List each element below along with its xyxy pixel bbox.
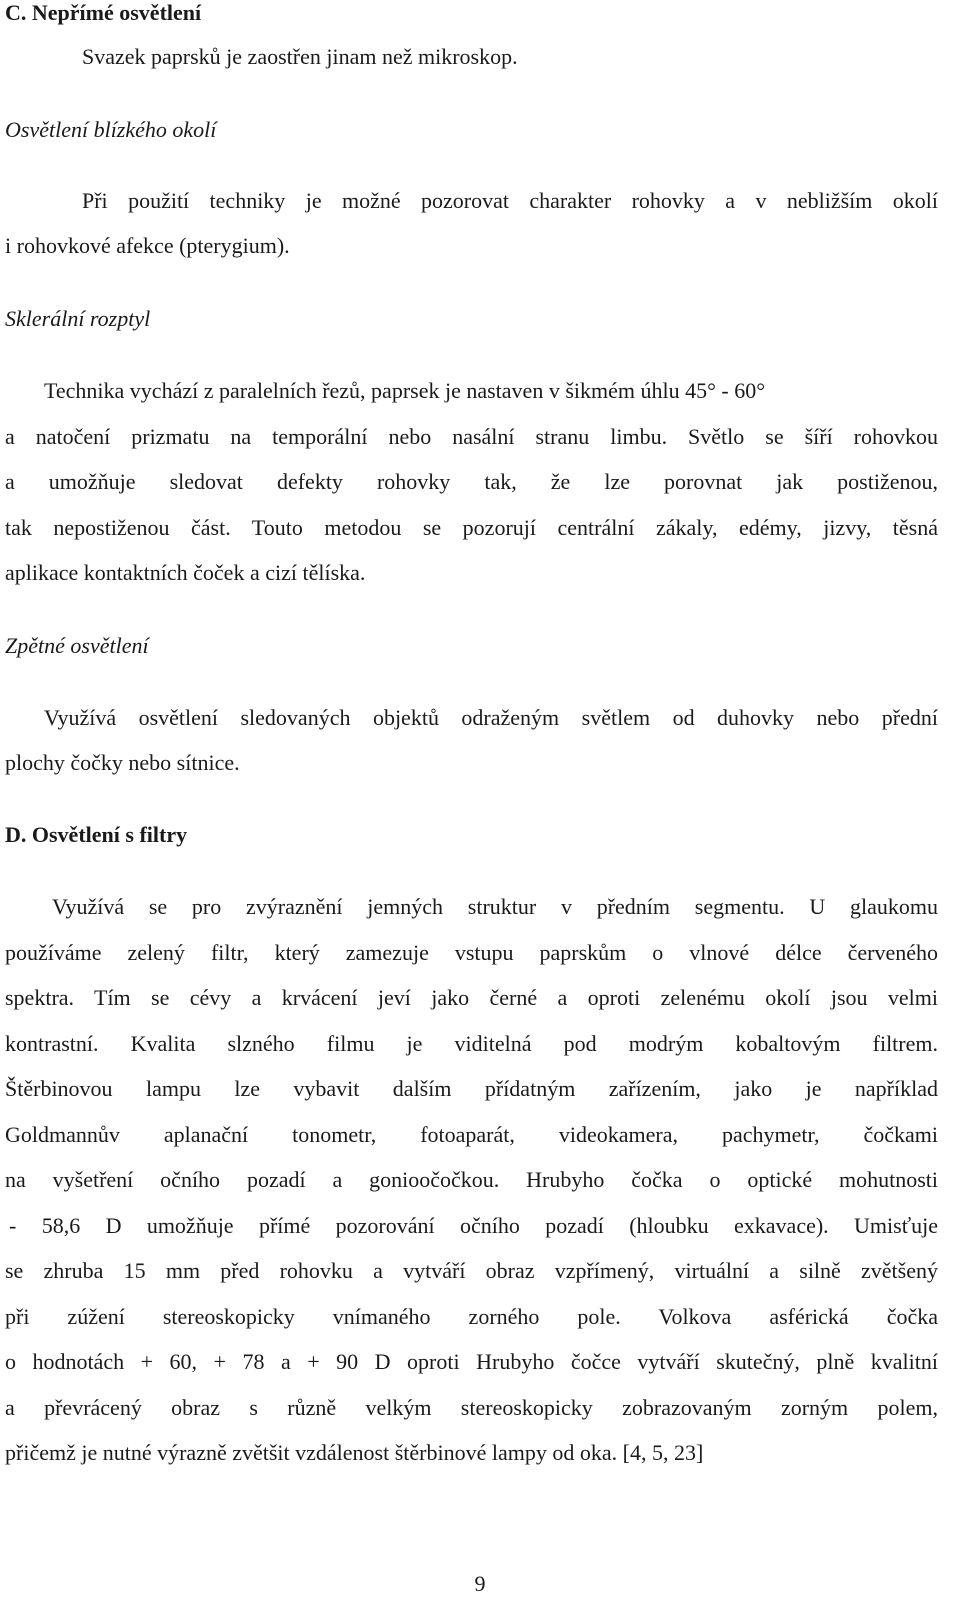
paragraph-line: Využívá se pro zvýraznění jemných struktur v předním segmentu. U glaukomu [52, 894, 938, 919]
section-c-heading: C. Nepřímé osvětlení [5, 0, 202, 25]
paragraph-line: tak nepostiženou část. Touto metodou se pozorují centrální zákaly, edémy, jizvy, těsná [5, 515, 938, 540]
paragraph-line: Při použití techniky je možné pozorovat charakter rohovky a v nebližším okolí [82, 188, 938, 213]
section-d-heading: D. Osvětlení s filtry [5, 822, 188, 847]
subsection-title-scleral: Sklerální rozptyl [5, 306, 151, 331]
subsection-title-surroundings: Osvětlení blízkého okolí [5, 117, 217, 142]
paragraph-line: - 58,6 D umožňuje přímé pozorování očního pozadí (hloubku exkavace). Umisťuje [9, 1213, 938, 1238]
paragraph-line: a převrácený obraz s různě velkým stereoskopicky zobrazovaným zorným polem, [5, 1395, 938, 1420]
paragraph-line: Štěrbinovou lampu lze vybavit dalším přídatným zařízením, jako je například [5, 1076, 938, 1101]
paragraph-line: Technika vychází z paralelních řezů, paprsek je nastaven v šikmém úhlu 45° - 60° [44, 378, 766, 403]
paragraph-line: na vyšetření očního pozadí a gonioočočkou. Hrubyho čočka o optické mohutnosti [5, 1167, 938, 1192]
paragraph-line: spektra. Tím se cévy a krvácení jeví jako černé a oproti zelenému okolí jsou velmi [5, 985, 938, 1010]
paragraph-line: používáme zelený filtr, který zamezuje vstupu paprskům o vlnové délce červeného [5, 940, 938, 965]
paragraph-line: při zúžení stereoskopicky vnímaného zorného pole. Volkova asférická čočka [5, 1304, 938, 1329]
paragraph-line: kontrastní. Kvalita slzného filmu je viditelná pod modrým kobaltovým filtrem. [5, 1031, 938, 1056]
paragraph-line: se zhruba 15 mm před rohovku a vytváří obraz vzpřímený, virtuální a silně zvětšený [5, 1258, 938, 1283]
paragraph-line: i rohovkové afekce (pterygium). [5, 233, 290, 258]
paragraph-line: Využívá osvětlení sledovaných objektů odraženým světlem od duhovky nebo přední [44, 705, 938, 730]
paragraph-line: plochy čočky nebo sítnice. [5, 750, 240, 775]
paragraph-line: a natočení prizmatu na temporální nebo nasální stranu limbu. Světlo se šíří rohovkou [5, 424, 938, 449]
page-number: 9 [474, 1571, 486, 1596]
paragraph-line: přičemž je nutné výrazně zvětšit vzdálenost štěrbinové lampy od oka. [4, 5, 23] [5, 1440, 704, 1465]
section-c-intro: Svazek paprsků je zaostřen jinam než mikroskop. [82, 44, 518, 69]
subsection-title-retro: Zpětné osvětlení [5, 633, 149, 658]
paragraph-line: a umožňuje sledovat defekty rohovky tak, že lze porovnat jak postiženou, [5, 469, 938, 494]
paragraph-line: aplikace kontaktních čoček a cizí tělíska. [5, 560, 366, 585]
paragraph-line: o hodnotách + 60, + 78 a + 90 D oproti Hrubyho čočce vytváří skutečný, plně kvalitní [5, 1349, 938, 1374]
paragraph-line: Goldmannův aplanační tonometr, fotoaparát, videokamera, pachymetr, čočkami [5, 1122, 938, 1147]
